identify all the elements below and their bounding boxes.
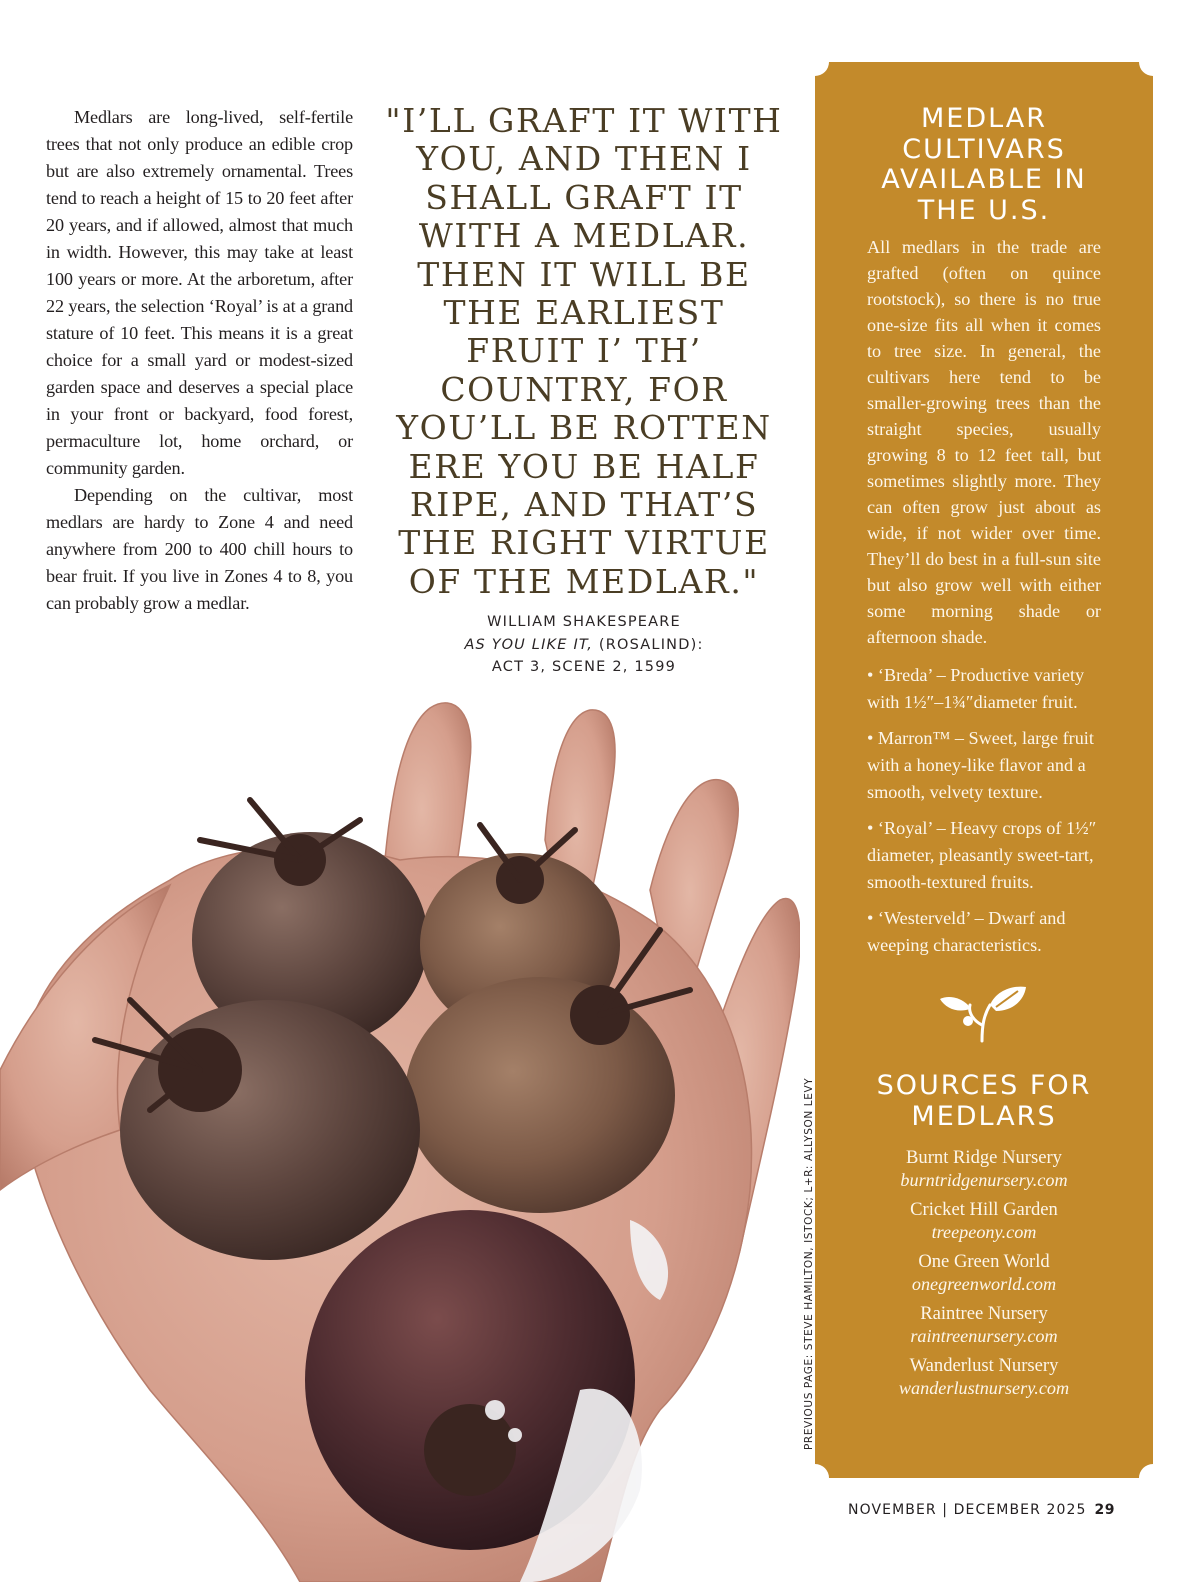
source-entry [867, 1302, 1101, 1347]
medlar-hand-photo [0, 690, 800, 1582]
page-folio [848, 1502, 1120, 1518]
body-paragraph: Depending on the cultivar, most medlars are hardy to Zone 4 and need anywhere from 200 to 400 chill hours to bear fruit. If you live in Zones 4 to 8, you can probably grow a medlar. [46, 485, 353, 613]
pull-quote-attribution [384, 611, 784, 679]
source-name: Raintree Nursery [920, 1303, 1048, 1324]
sources-title: SOURCES FOR MEDLARS [876, 1070, 1092, 1132]
source-entry [867, 1198, 1101, 1243]
quote-work-title: AS YOU LIKE IT, [464, 636, 594, 653]
body-text-column [46, 104, 353, 617]
page-number: 29 [1094, 1502, 1116, 1518]
quote-author: WILLIAM SHAKESPEARE [487, 614, 681, 631]
photo-credit-text: PREVIOUS PAGE: STEVE HAMILTON, ISTOCK; L+R: ALLYSON LEVY [803, 1077, 815, 1450]
sidebar-content [867, 104, 1101, 1406]
source-url[interactable]: burntridgenursery.com [900, 1170, 1068, 1190]
cultivar-item: • Marron™ – Sweet, large fruit with a honey-like flavor and a smooth, velvety texture. [867, 728, 1094, 802]
source-url[interactable]: raintreenursery.com [910, 1326, 1058, 1346]
source-name: Burnt Ridge Nursery [906, 1147, 1062, 1168]
source-entry [867, 1250, 1101, 1295]
quote-act: ACT 3, SCENE 2, 1599 [491, 659, 677, 676]
leaf-sprig-icon [938, 981, 1030, 1043]
source-url[interactable]: treepeony.com [931, 1222, 1037, 1242]
quote-character: (ROSALIND): [593, 636, 704, 653]
quote-source [384, 634, 784, 657]
pull-quote-text: "I’LL GRAFT IT WITH YOU, AND THEN I SHALL GRAFT IT WITH A MEDLAR. THEN IT WILL BE THE EARLIEST FRUIT I’ TH’ COUNTRY, FOR YOU’LL BE ROTTEN ERE YOU BE HALF RIPE, AND THAT’S THE RIGHT VIRTUE OF THE MEDLAR." [385, 101, 783, 601]
body-paragraph: Medlars are long-lived, self-fertile trees that not only produce an edible crop but are also extremely ornamental. Trees tend to reach a height of 15 to 20 feet after 20 years, and if allowed, almost that much in width. However, this may take at least 100 years or more. At the arboretum, after 22 years, the selection ‘Royal’ is at a grand stature of 10 feet. This means it is a great choice for a small yard or modest-sized garden space and deserves a special place in your front or backyard, food forest, permaculture lot, home orchard, or community garden. [46, 107, 353, 478]
source-entry [867, 1354, 1101, 1399]
sidebar-intro: All medlars in the trade are grafted (often on quince rootstock), so there is no true one-size fits all when it comes to tree size. In general, the cultivars here tend to be smaller-growing trees than the straight species, usually growing 8 to 12 feet tall, but sometimes slightly more. They can often grow just about as wide, if not wider over time. They’ll do best in a full-sun site but also grow well with either some morning shade or afternoon shade. [867, 237, 1101, 647]
cultivars-sidebar [815, 62, 1153, 1478]
sources-list [867, 1146, 1101, 1399]
cultivar-item: • ‘Breda’ – Productive variety with 1½″–1¾″diameter fruit. [867, 665, 1085, 712]
sidebar-title: MEDLAR CULTIVARS AVAILABLE IN THE U.S. [881, 103, 1087, 226]
source-name: One Green World [918, 1251, 1050, 1272]
source-entry [867, 1146, 1101, 1191]
source-url[interactable]: wanderlustnursery.com [898, 1378, 1070, 1398]
cultivar-list [867, 662, 1101, 959]
cultivar-item: • ‘Royal’ – Heavy crops of 1½″ diameter, pleasantly sweet-tart, smooth-textured fruits. [867, 818, 1097, 892]
issue-date: NOVEMBER | DECEMBER 2025 [848, 1502, 1087, 1518]
source-name: Cricket Hill Garden [910, 1199, 1058, 1220]
pull-quote [384, 102, 784, 679]
cultivar-item: • ‘Westerveld’ – Dwarf and weeping characteristics. [867, 908, 1066, 955]
source-name: Wanderlust Nursery [909, 1355, 1059, 1376]
source-url[interactable]: onegreenworld.com [911, 1274, 1057, 1294]
